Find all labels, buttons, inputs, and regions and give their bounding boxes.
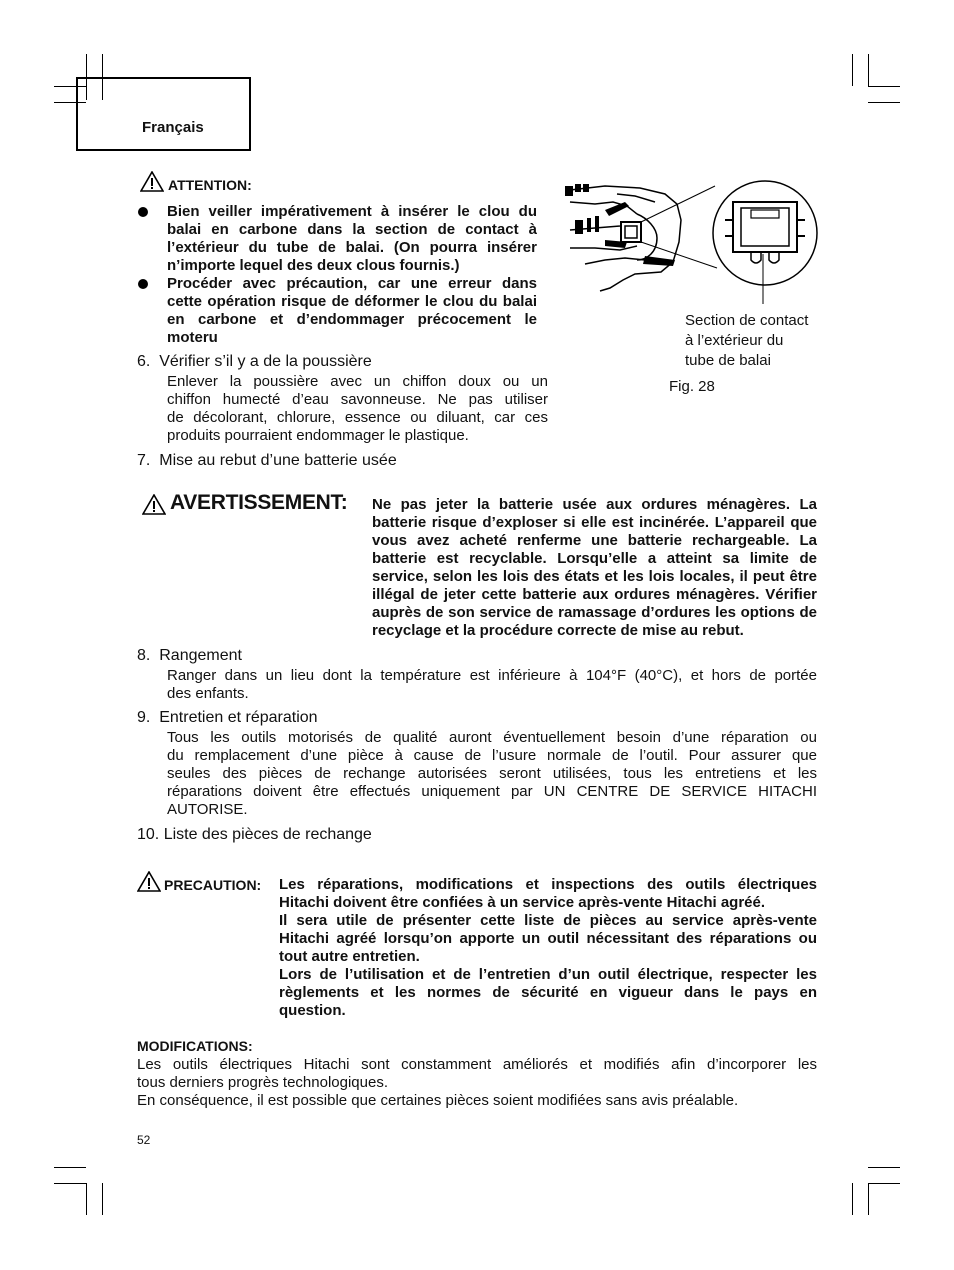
crop-mark	[54, 1167, 86, 1168]
bullet-dot	[138, 279, 148, 289]
text-line: Procéder avec précaution, car une erreur dans	[167, 275, 537, 292]
text-line: réparations doivent être effectués uniquement par UN CENTRE DE SERVICE HITACHI	[167, 783, 817, 800]
text-line: cette opération risque de déformer le clou du balai	[167, 293, 537, 310]
text-line: Section de contact	[685, 312, 809, 329]
text-line: à l’extérieur du	[685, 332, 784, 349]
text-line: En conséquence, il est possible que certaines pièces soient modifiées sans avis préalable.	[137, 1092, 739, 1109]
crop-mark	[852, 54, 853, 86]
text-line: batterie est recyclable. Lorsqu’elle a atteint sa limite de	[372, 550, 817, 567]
attention-bullet-2	[167, 275, 537, 347]
text-line: Tous les outils motorisés de qualité auront éventuellement besoin d’une réparation ou	[167, 729, 817, 746]
text-line: de décolorant, chlorure, essence ou diluant, car ces	[167, 409, 548, 426]
figure-caption	[685, 311, 808, 371]
avertissement-label: AVERTISSEMENT:	[170, 491, 348, 514]
text-line: Les outils électriques Hitachi sont constamment améliorés et modifiés afin d’incorporer les	[137, 1056, 817, 1073]
modifications-heading: MODIFICATIONS:	[137, 1038, 253, 1054]
text-line: n’importe lequel des deux clous fournis.)	[167, 257, 460, 274]
text-line: Ne pas jeter la batterie usée aux ordures ménagères. La	[372, 496, 817, 513]
crop-mark	[868, 102, 900, 103]
item-9-body	[167, 729, 817, 819]
text-line: Hitachi doivent être confiées à un service après-vente Hitachi agréé.	[279, 894, 766, 911]
modifications-body	[137, 1056, 817, 1110]
item-10-title: 10. Liste des pièces de rechange	[137, 826, 372, 843]
bullet-dot	[138, 207, 148, 217]
text-line: des enfants.	[167, 685, 249, 702]
text-line: moteru	[167, 329, 218, 346]
text-line: en carbone et d’endommager précocement le	[167, 311, 537, 328]
language-tab	[76, 77, 251, 151]
figure-label: Fig. 28	[669, 378, 715, 395]
text-line: tout autre entretien.	[279, 948, 420, 965]
text-line: service, selon les lois des états et les lois locales, il peut être	[372, 568, 817, 585]
item-8-body	[167, 667, 817, 703]
text-line: Lors de l’utilisation et de l’entretien d’un outil électrique, respecter les	[279, 966, 817, 983]
language-label: Français	[142, 119, 204, 136]
text-line: produits pourraient endommager le plastique.	[167, 427, 469, 444]
attention-label: ATTENTION:	[168, 177, 252, 193]
item-7-title: 7. Mise au rebut d’une batterie usée	[137, 452, 397, 469]
text-line: recyclage et la procédure correcte de mise au rebut.	[372, 622, 744, 639]
precaution-label: PRECAUTION:	[164, 877, 262, 893]
warning-triangle-icon	[142, 494, 166, 515]
text-line: auprès de son service de ramassage d’ordures les options de	[372, 604, 817, 621]
text-line: tube de balai	[685, 352, 771, 369]
text-line: AUTORISE.	[167, 801, 248, 818]
item-8-title: 8. Rangement	[137, 647, 242, 664]
brush-tube-figure	[565, 180, 825, 305]
text-line: Les réparations, modifications et inspections des outils électriques	[279, 876, 817, 893]
text-line: Hitachi agréé lorsqu’on apporte un outil nécessitant des réparations ou	[279, 930, 817, 947]
text-line: vous avez acheté renferme une batterie rechargeable. La	[372, 532, 817, 549]
text-line: batterie risque d’exploser si elle est incinérée. L’appareil que	[372, 514, 817, 531]
text-line: l’extérieur du tube de balai. (On pourra insérer	[167, 239, 537, 256]
text-line: Il sera utile de présenter cette liste de pièces au service après-vente	[279, 912, 817, 929]
crop-mark	[868, 54, 869, 86]
text-line: Enlever la poussière avec un chiffon doux ou un	[167, 373, 548, 390]
text-line: question.	[279, 1002, 346, 1019]
text-line: Ranger dans un lieu dont la température est inférieure à 104°F (40°C), et hors de portée	[167, 667, 817, 684]
crop-mark	[868, 86, 900, 87]
crop-mark	[852, 1183, 853, 1215]
text-line: règlements et les normes de sécurité en vigueur dans le pays en	[279, 984, 817, 1001]
text-line: balai en carbone dans la section de contact à	[167, 221, 537, 238]
warning-triangle-icon	[137, 871, 161, 892]
text-line: Bien veiller impérativement à insérer le clou du	[167, 203, 537, 220]
crop-mark	[86, 1183, 87, 1215]
attention-bullet-1	[167, 203, 537, 275]
text-line: chiffon humecté d’eau savonneuse. Ne pas utiliser	[167, 391, 548, 408]
crop-mark	[868, 1183, 900, 1184]
crop-mark	[868, 1183, 869, 1215]
page-number: 52	[137, 1133, 151, 1147]
text-line: illégal de jeter cette batterie aux ordures ménagères. Vérifier	[372, 586, 817, 603]
crop-mark	[54, 1183, 86, 1184]
crop-mark	[868, 1167, 900, 1168]
item-6-body	[167, 373, 548, 445]
item-9-title: 9. Entretien et réparation	[137, 709, 318, 726]
crop-mark	[102, 1183, 103, 1215]
item-6-title: 6. Vérifier s’il y a de la poussière	[137, 353, 372, 370]
precaution-body	[279, 876, 817, 1020]
text-line: du remplacement d’une pièce à cause de l’usure normale de l’outil. Pour assurer que	[167, 747, 817, 764]
text-line: seules des pièces de rechange autorisées seront utilisées, tous les entretiens et les	[167, 765, 817, 782]
avertissement-body	[372, 496, 817, 640]
text-line: tous derniers progrès technologiques.	[137, 1074, 388, 1091]
warning-triangle-icon	[140, 171, 164, 192]
